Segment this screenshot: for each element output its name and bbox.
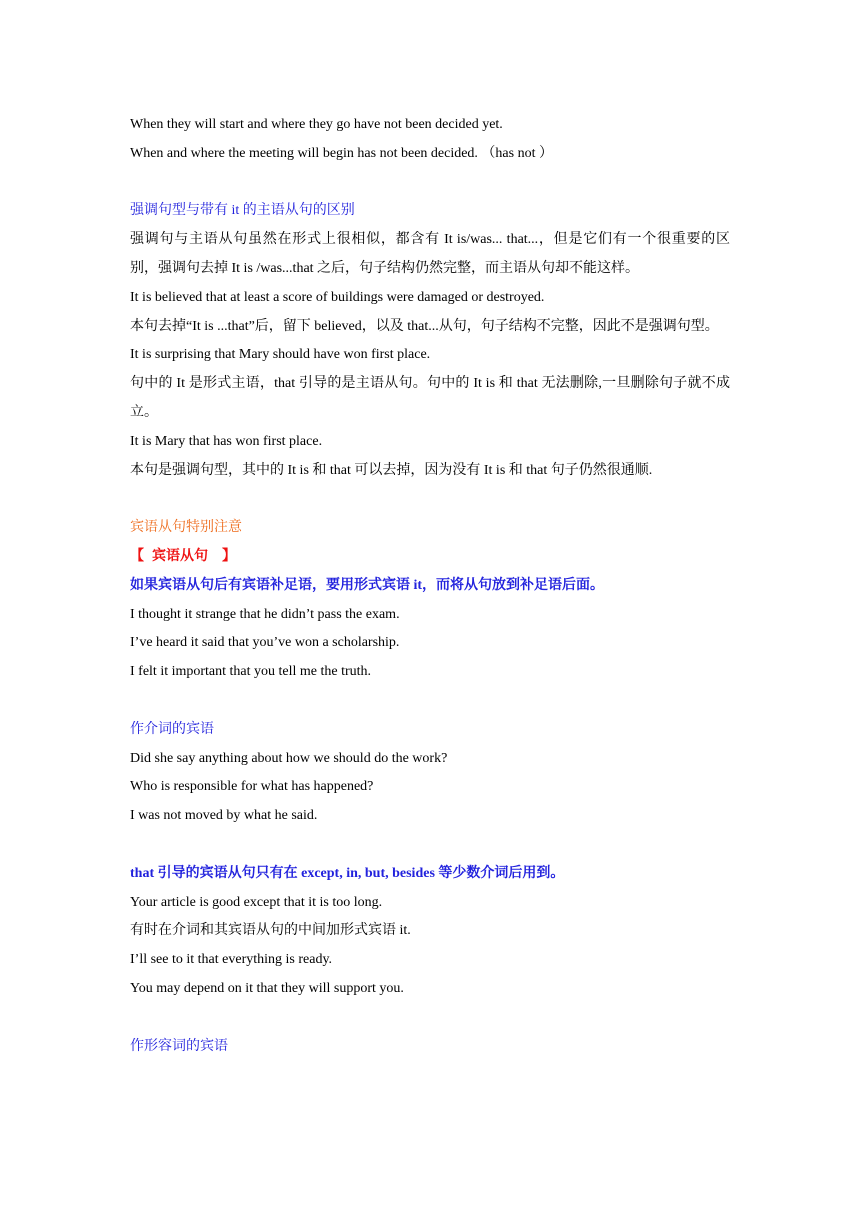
example-sentence: When and where the meeting will begin has not been decided. （has not ） bbox=[130, 145, 553, 161]
bracket-open: 【 bbox=[130, 548, 144, 564]
example-sentence: I’ve heard it said that you’ve won a scholarship. bbox=[130, 635, 400, 651]
example-sentence: It is believed that at least a score of buildings were damaged or destroyed. bbox=[130, 289, 545, 305]
explanation-paragraph: 本句是强调句型，其中的 It is 和 that 可以去掉，因为没有 It is 和 that 句子仍然很通顺. bbox=[130, 462, 653, 478]
blank-line bbox=[130, 169, 730, 198]
example-sentence: Did she say anything about how we should do the work? bbox=[130, 750, 448, 766]
example-sentence: I thought it strange that he didn’t pass the exam. bbox=[130, 606, 400, 622]
section-heading-object-clause: 宾语从句特别注意 bbox=[130, 520, 242, 536]
rule-statement: 如果宾语从句后有宾语补足语，要用形式宾语 it，而将从句放到补足语后面。 bbox=[130, 577, 605, 593]
example-sentence: I was not moved by what he said. bbox=[130, 808, 318, 824]
section-heading-adj-object: 作形容词的宾语 bbox=[130, 1038, 228, 1054]
section-heading-that-clause: that 引导的宾语从句只有在 except, in, but, besides 等少数介词后用到。 bbox=[130, 865, 565, 881]
explanation-paragraph: 有时在介词和其宾语从句的中间加形式宾语 it. bbox=[130, 923, 411, 939]
example-sentence: It is Mary that has won first place. bbox=[130, 433, 323, 449]
explanation-paragraph: 句中的 It 是形式主语，that 引导的是主语从句。句中的 It is 和 that 无法删除,一旦删除句子就不成立。 bbox=[130, 376, 730, 420]
blank-line bbox=[130, 485, 730, 514]
bracket-label-text: 宾语从句 bbox=[152, 548, 208, 564]
section-heading-prep-object: 作介词的宾语 bbox=[130, 721, 214, 737]
example-sentence: Who is responsible for what has happened? bbox=[130, 779, 374, 795]
section-heading-emphasis: 强调句型与带有 it 的主语从句的区别 bbox=[130, 203, 355, 219]
example-sentence: I’ll see to it that everything is ready. bbox=[130, 952, 333, 968]
example-sentence: I felt it important that you tell me the truth. bbox=[130, 664, 372, 680]
blank-line bbox=[130, 831, 730, 860]
blank-line bbox=[130, 687, 730, 716]
bracket-label bbox=[130, 543, 730, 572]
blank-line bbox=[130, 1004, 730, 1033]
explanation-paragraph: 强调句与主语从句虽然在形式上很相似，都含有 It is/was... that...，但是它们有一个很重要的区别，强调句去掉 It is /was...that 之后，句子结构仍然完整，而主语从句却不能这样。 bbox=[130, 232, 730, 276]
example-sentence: When they will start and where they go have not been decided yet. bbox=[130, 117, 503, 132]
bracket-close: 】 bbox=[222, 548, 236, 564]
example-sentence: Your article is good except that it is too long. bbox=[130, 894, 383, 910]
document-page bbox=[130, 111, 730, 1061]
explanation-paragraph: 本句去掉“It is ...that”后，留下 believed，以及 that...从句，句子结构不完整，因此不是强调句型。 bbox=[130, 318, 719, 334]
example-sentence: You may depend on it that they will support you. bbox=[130, 980, 404, 996]
example-sentence: It is surprising that Mary should have won first place. bbox=[130, 347, 431, 363]
